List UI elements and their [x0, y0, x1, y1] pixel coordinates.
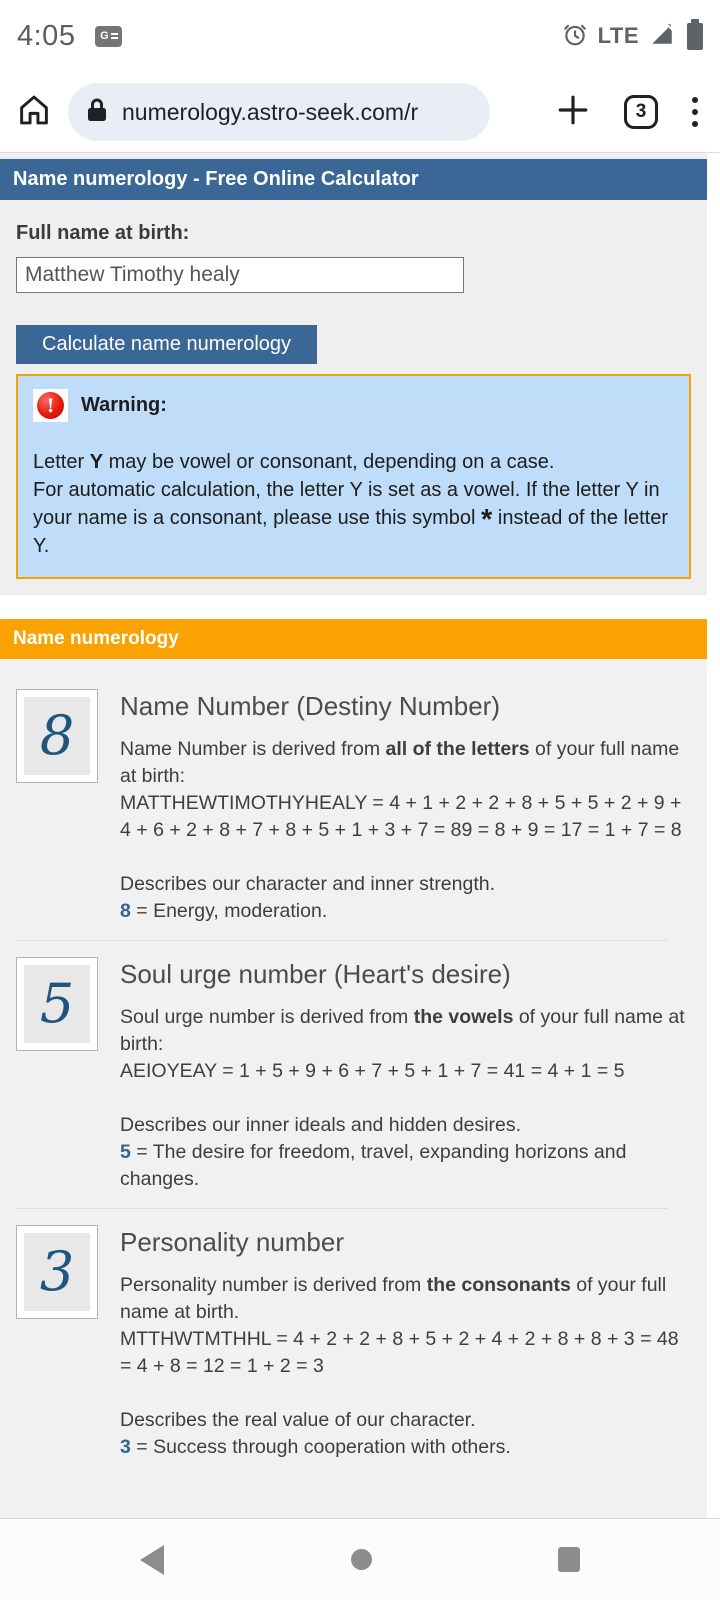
result-description: Soul urge number is derived from the vowels of your full name at birth: — [120, 1006, 685, 1055]
recents-icon[interactable] — [558, 1547, 580, 1572]
soul-urge-number-value: 5 — [39, 972, 75, 1035]
warning-box — [16, 374, 691, 579]
calculate-button[interactable]: Calculate name numerology — [16, 325, 317, 364]
scrollbar-gutter[interactable] — [707, 153, 720, 1518]
result-description: Name Number is derived from all of the letters of your full name at birth: — [120, 738, 680, 787]
result-title: Soul urge number (Heart's desire) — [120, 959, 511, 989]
result-meaning: Describes our inner ideals and hidden desires. 5 = The desire for freedom, travel, expanding horizons and changes. — [120, 1114, 627, 1190]
page-title: Name numerology - Free Online Calculator — [13, 168, 419, 190]
full-name-input[interactable] — [16, 257, 464, 293]
divider — [16, 940, 667, 941]
results-header: Name numerology — [13, 628, 179, 649]
network-type-label: LTE — [597, 23, 639, 48]
url-bar[interactable] — [68, 83, 490, 141]
result-title: Personality number — [120, 1227, 344, 1257]
number-tile — [16, 689, 98, 783]
full-name-label: Full name at birth: — [16, 222, 190, 244]
destiny-number-value: 8 — [39, 704, 75, 767]
result-formula: MATTHEWTIMOTHYHEALY = 4 + 1 + 2 + 2 + 8 + 5 + 5 + 2 + 9 + 4 + 6 + 2 + 8 + 7 + 8 + 5 + 1 + 3 + 7 = 89 = 8 + 9 = 17 = 1 + 7 = 8 — [120, 792, 682, 841]
result-title: Name Number (Destiny Number) — [120, 691, 500, 721]
browser-toolbar — [0, 72, 720, 153]
number-tile — [16, 957, 98, 1051]
asterisk-symbol: * — [481, 504, 493, 536]
warning-icon: ! — [33, 389, 68, 422]
url-text: numerology.astro-seek.com/r — [122, 98, 419, 125]
back-icon[interactable] — [140, 1545, 164, 1575]
lock-icon[interactable] — [86, 97, 108, 128]
number-tile — [16, 1225, 98, 1319]
result-formula: AEIOYEAY = 1 + 5 + 9 + 6 + 7 + 5 + 1 + 7 = 41 = 4 + 1 = 5 — [120, 1060, 625, 1082]
home-icon-nav[interactable] — [351, 1549, 372, 1570]
new-tab-icon[interactable] — [556, 93, 590, 132]
signal-icon — [649, 21, 675, 52]
tab-count: 3 — [635, 101, 647, 122]
battery-icon — [687, 23, 703, 50]
page-title-bar — [0, 159, 707, 200]
result-meaning: Describes our character and inner strength. 8 = Energy, moderation. — [120, 873, 496, 922]
warning-text: Letter Y may be vowel or consonant, depending on a case. For automatic calculation, the letter Y is set as a vowel. If the letter Y in your name is a consonant, please use this symbol * instead of the letter Y. — [33, 451, 668, 557]
result-destiny-number — [0, 689, 707, 925]
android-nav-bar — [0, 1518, 720, 1600]
warning-title: Warning: — [81, 394, 167, 416]
result-soul-urge-number — [0, 957, 707, 1193]
menu-icon[interactable] — [692, 97, 698, 127]
calculator-form — [0, 200, 707, 595]
result-description: Personality number is derived from the consonants of your full name at birth. — [120, 1274, 667, 1323]
result-personality-number — [0, 1225, 707, 1461]
results-header-bar — [0, 619, 707, 659]
home-icon[interactable] — [16, 92, 52, 133]
result-formula: MTTHWTMTHHL = 4 + 2 + 2 + 8 + 5 + 2 + 4 + 2 + 8 + 8 + 3 = 48 = 4 + 8 = 12 = 1 + 2 = 3 — [120, 1328, 679, 1377]
personality-number-value: 3 — [39, 1240, 75, 1303]
tab-switcher-button[interactable] — [624, 95, 658, 129]
results-list — [0, 659, 707, 1518]
result-meaning: Describes the real value of our character. 3 = Success through cooperation with others. — [120, 1409, 511, 1458]
status-time: 4:05 — [17, 19, 76, 52]
news-notification-icon: G — [95, 26, 122, 47]
webview — [0, 153, 720, 1518]
divider — [16, 1208, 667, 1209]
alarm-icon — [562, 21, 588, 52]
status-bar — [0, 0, 720, 72]
